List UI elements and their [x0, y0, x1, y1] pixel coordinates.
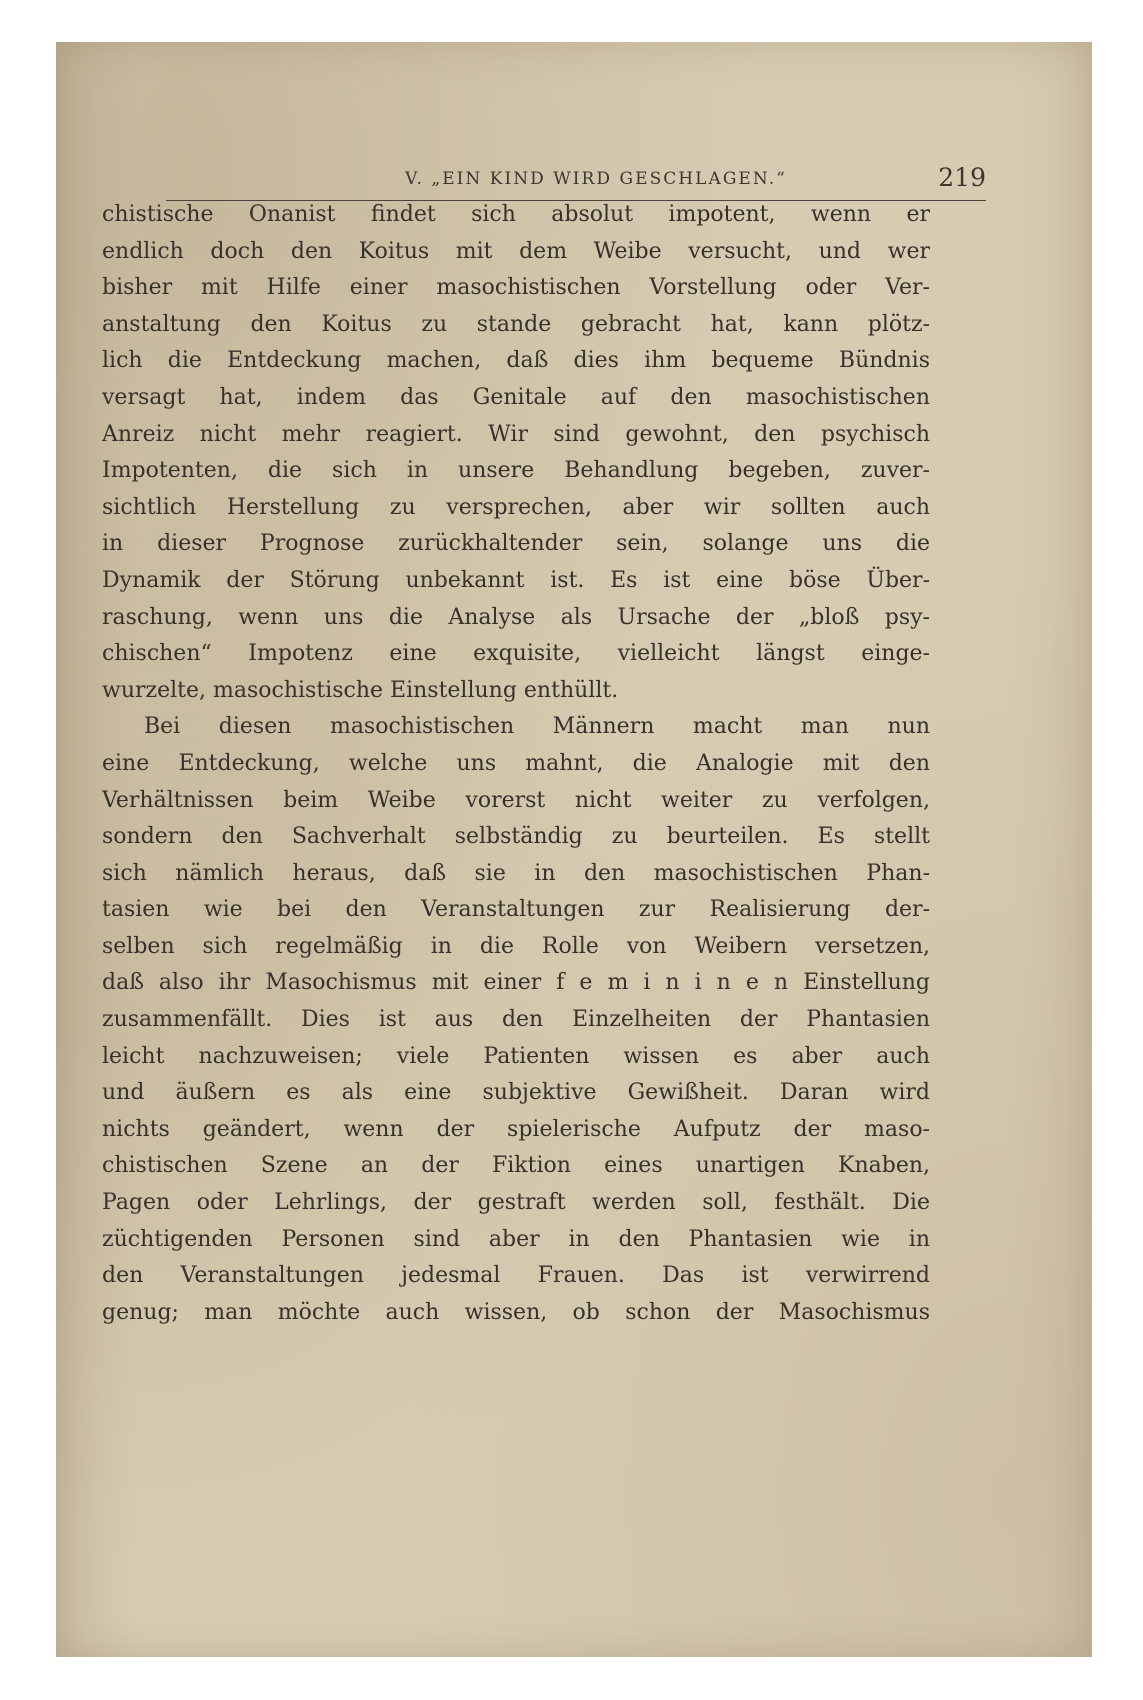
text-line: selben sich regelmäßig in die Rolle von Weibern versetzen,: [102, 933, 930, 959]
text-line: eine Entdeckung, welche uns mahnt, die Analogie mit den: [102, 750, 930, 776]
text-line: endlich doch den Koitus mit dem Weibe versucht, und wer: [102, 238, 930, 264]
text-line: sich nämlich heraus, daß sie in den masochistischen Phan-: [102, 860, 930, 886]
text-line: chischen“ Impotenz eine exquisite, vielleicht längst einge-: [102, 641, 930, 667]
text-line: Bei diesen masochistischen Männern macht man nun: [144, 714, 930, 740]
text-line: Dynamik der Störung unbekannt ist. Es ist eine böse Über-: [102, 567, 930, 593]
body-text: [102, 197, 930, 1331]
text-line: raschung, wenn uns die Analyse als Ursache der „bloß psy-: [102, 604, 930, 630]
running-title: V. „EIN KIND WIRD GESCHLAGEN.“: [405, 169, 787, 189]
text-line: tasien wie bei den Veranstaltungen zur Realisierung der-: [102, 897, 930, 923]
text-line: anstaltung den Koitus zu stande gebracht hat, kann plötz-: [102, 311, 930, 337]
text-line: genug; man möchte auch wissen, ob schon der Masochismus: [102, 1299, 930, 1325]
text-line: züchtigenden Personen sind aber in den Phantasien wie in: [102, 1226, 930, 1252]
text-line: in dieser Prognose zurückhaltender sein, solange uns die: [102, 531, 930, 557]
text-line: Verhältnissen beim Weibe vorerst nicht weiter zu verfolgen,: [102, 787, 930, 813]
text-line: wurzelte, masochistische Einstellung enthüllt.: [102, 677, 619, 703]
text-line: sichtlich Herstellung zu versprechen, aber wir sollten auch: [102, 494, 930, 520]
text-line: Impotenten, die sich in unsere Behandlung begeben, zuver-: [102, 458, 930, 484]
text-line: leicht nachzuweisen; viele Patienten wissen es aber auch: [102, 1043, 930, 1069]
text-line: lich die Entdeckung machen, daß dies ihm bequeme Bündnis: [102, 348, 930, 374]
text-line: Anreiz nicht mehr reagiert. Wir sind gewohnt, den psychisch: [102, 421, 930, 447]
text-line: zusammenfällt. Dies ist aus den Einzelheiten der Phantasien: [102, 1007, 930, 1033]
text-line: sondern den Sachverhalt selbständig zu beurteilen. Es stellt: [102, 824, 930, 850]
text-line: daß also ihr Masochismus mit einer f e m i n i n e n Einstellung: [102, 970, 930, 996]
page-number: 219: [938, 163, 986, 192]
paragraph-1: [102, 197, 930, 709]
paragraph-2: [102, 709, 930, 1331]
text-line: bisher mit Hilfe einer masochistischen Vorstellung oder Ver-: [102, 275, 930, 301]
text-line: nichts geändert, wenn der spielerische Aufputz der maso-: [102, 1116, 930, 1142]
text-line: chistische Onanist findet sich absolut impotent, wenn er: [102, 202, 930, 227]
text-line: chistischen Szene an der Fiktion eines unartigen Knaben,: [102, 1153, 930, 1179]
text-line: Pagen oder Lehrlings, der gestraft werden soll, festhält. Die: [102, 1190, 930, 1216]
text-line: den Veranstaltungen jedesmal Frauen. Das ist verwirrend: [102, 1263, 930, 1289]
text-line: versagt hat, indem das Genitale auf den masochistischen: [102, 384, 930, 410]
text-line: und äußern es als eine subjektive Gewißheit. Daran wird: [102, 1080, 930, 1106]
